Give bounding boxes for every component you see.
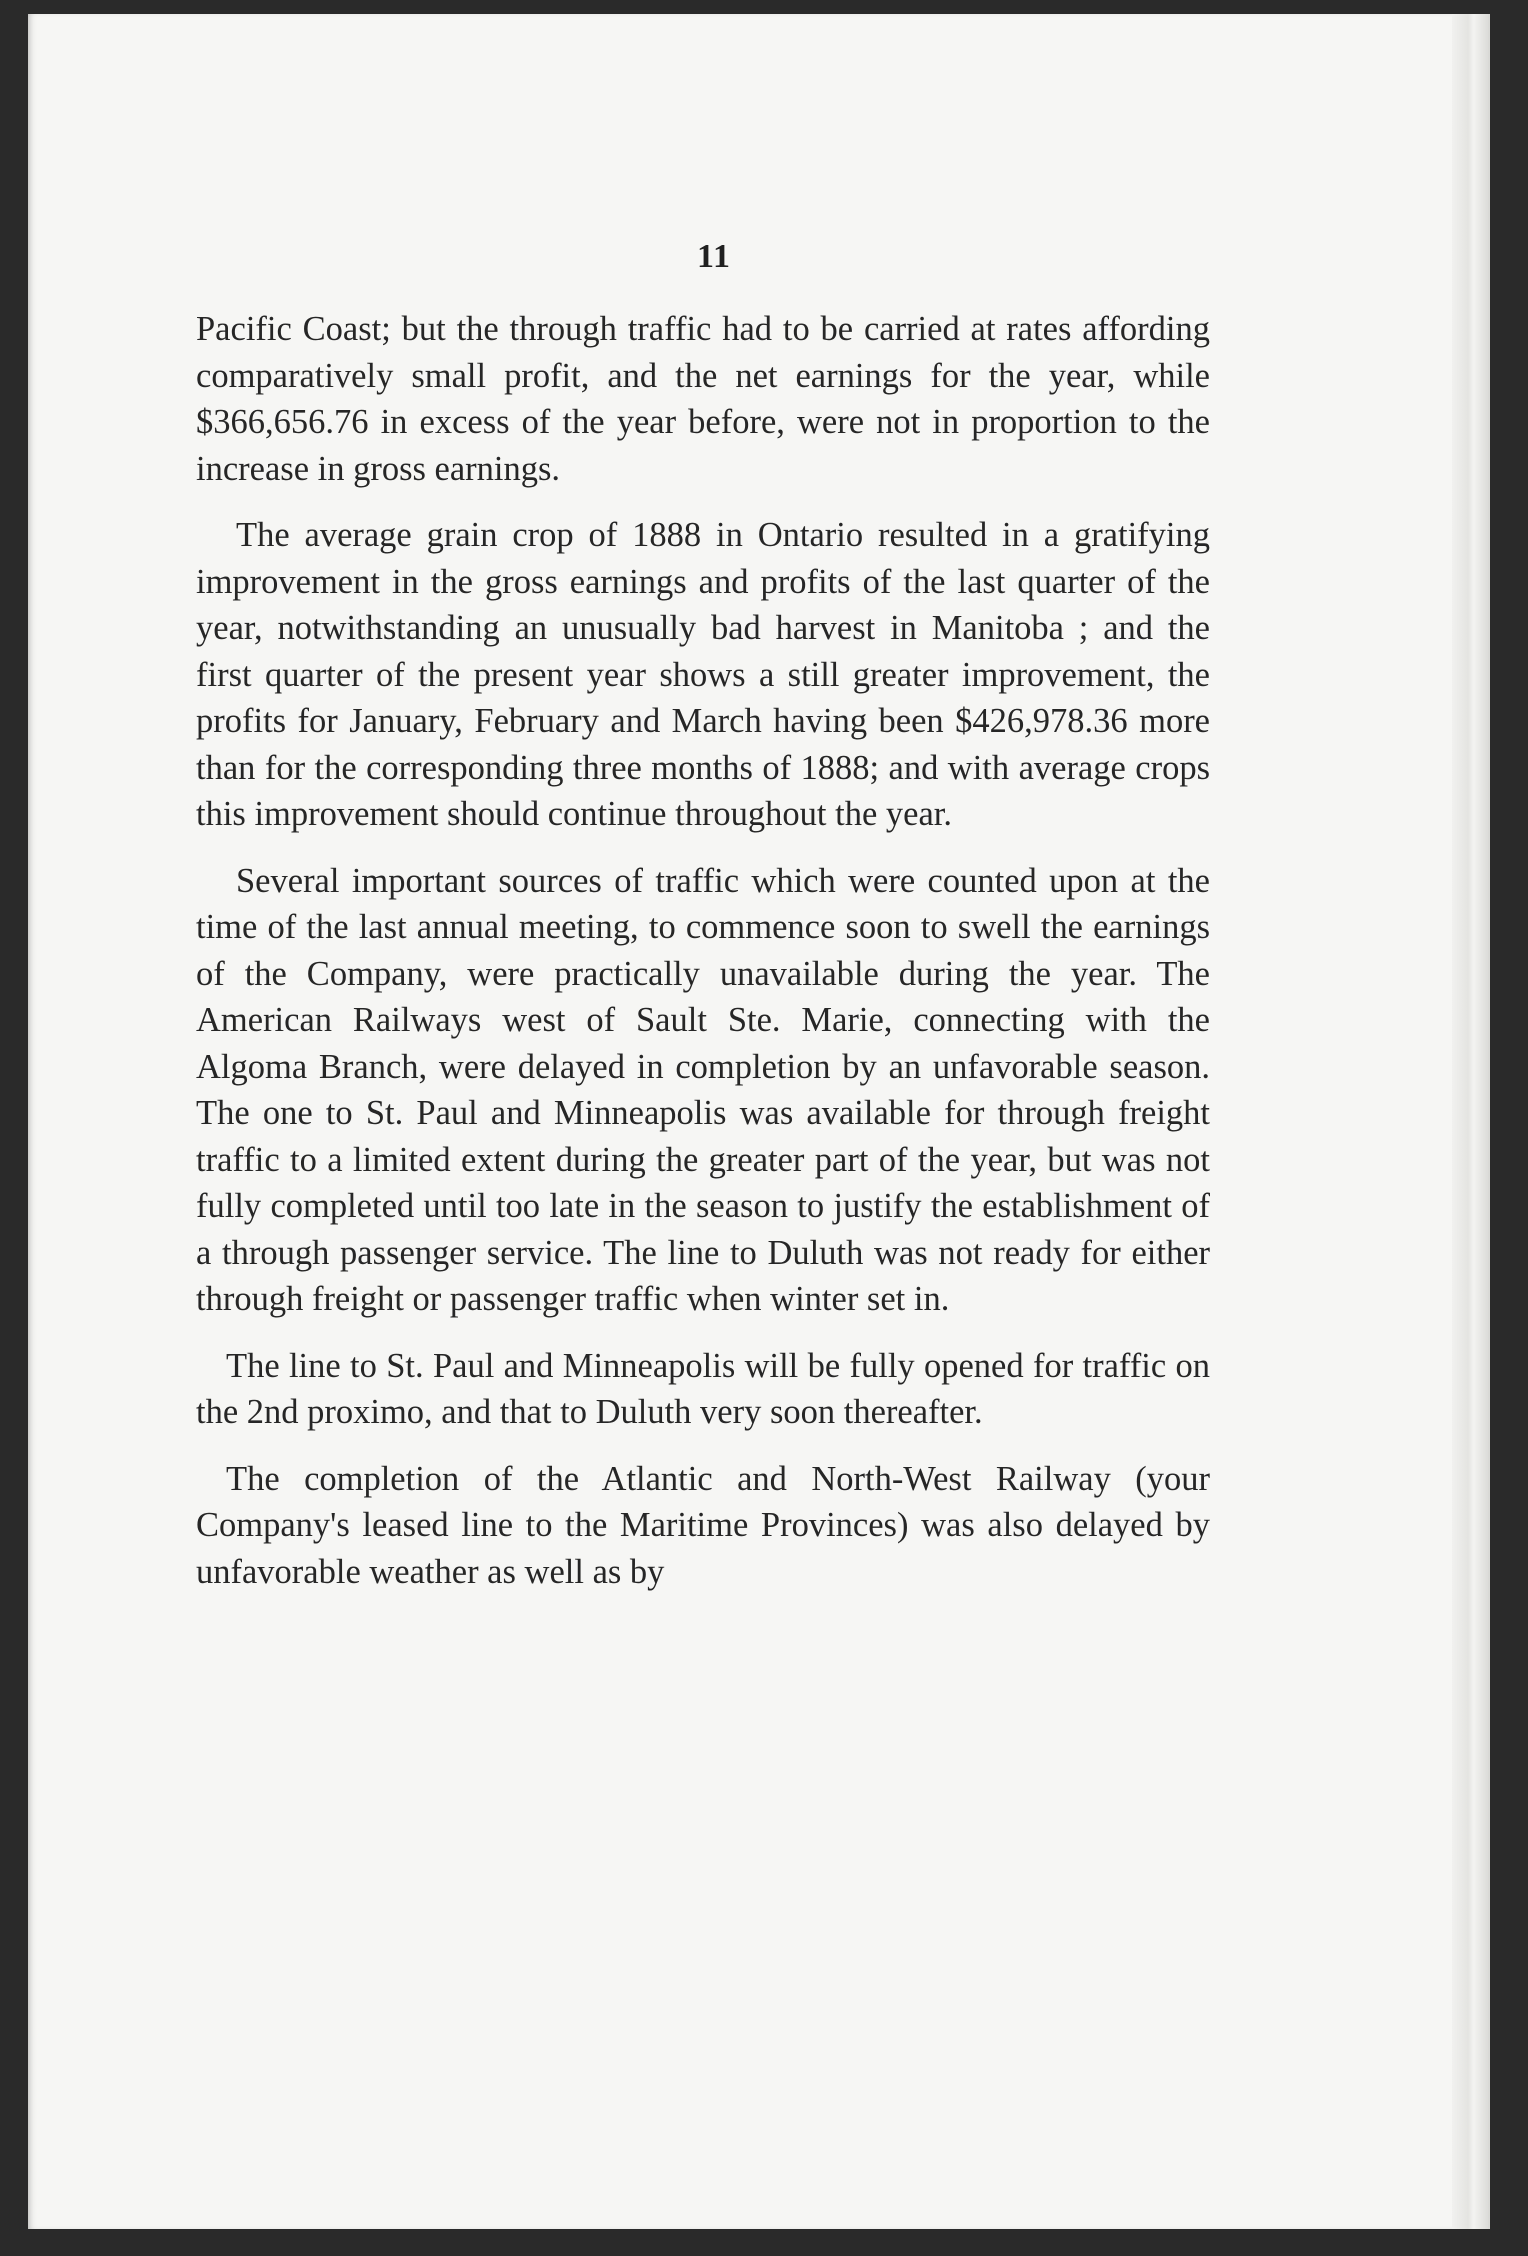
page-number: 11 [696,238,732,275]
body-text [196,306,1210,1615]
page-edge [1452,14,1488,2229]
paragraph-1: Pacific Coast; but the through traffic had to be carried at rates affording comparatively small profit, and the net earnings for the year, while $366,656.76 in excess of the year before, were not in proportion to the increase in gross earnings. [196,310,1210,488]
paragraph-3: Several important sources of traffic which were counted upon at the time of the last annual meeting, to commence soon to swell the earnings of the Company, were practically unavailable during the year. The American Railways west of Sault Ste. Marie, connecting with the Algoma Branch, were delayed in completion by an unfavorable season. The one to St. Paul and Minneapolis was available for through freight traffic to a limited extent during the greater part of the year, but was not fully completed until too late in the season to justify the establishment of a through passenger service. The line to Duluth was not ready for either through freight or passenger traffic when winter set in. [196,861,1210,1318]
paragraph-4: The line to St. Paul and Minneapolis will be fully opened for traffic on the 2nd proximo, and that to Duluth very soon thereafter. [196,1346,1210,1431]
paragraph-2: The average grain crop of 1888 in Ontario resulted in a gratifying improvement in the gross earnings and profits of the last quarter of the year, notwithstanding an unusually bad harvest in Manitoba ; and the first quarter of the present year shows a still greater improvement, the profits for January, February and March having been $426,978.36 more than for the corresponding three months of 1888; and with average crops this improvement should continue throughout the year. [196,516,1210,833]
paragraph-5: The completion of the Atlantic and North-West Railway (your Company's leased line to the Maritime Provinces) was also delayed by unfavorable weather as well as by [196,1459,1210,1591]
document-page [28,14,1490,2229]
